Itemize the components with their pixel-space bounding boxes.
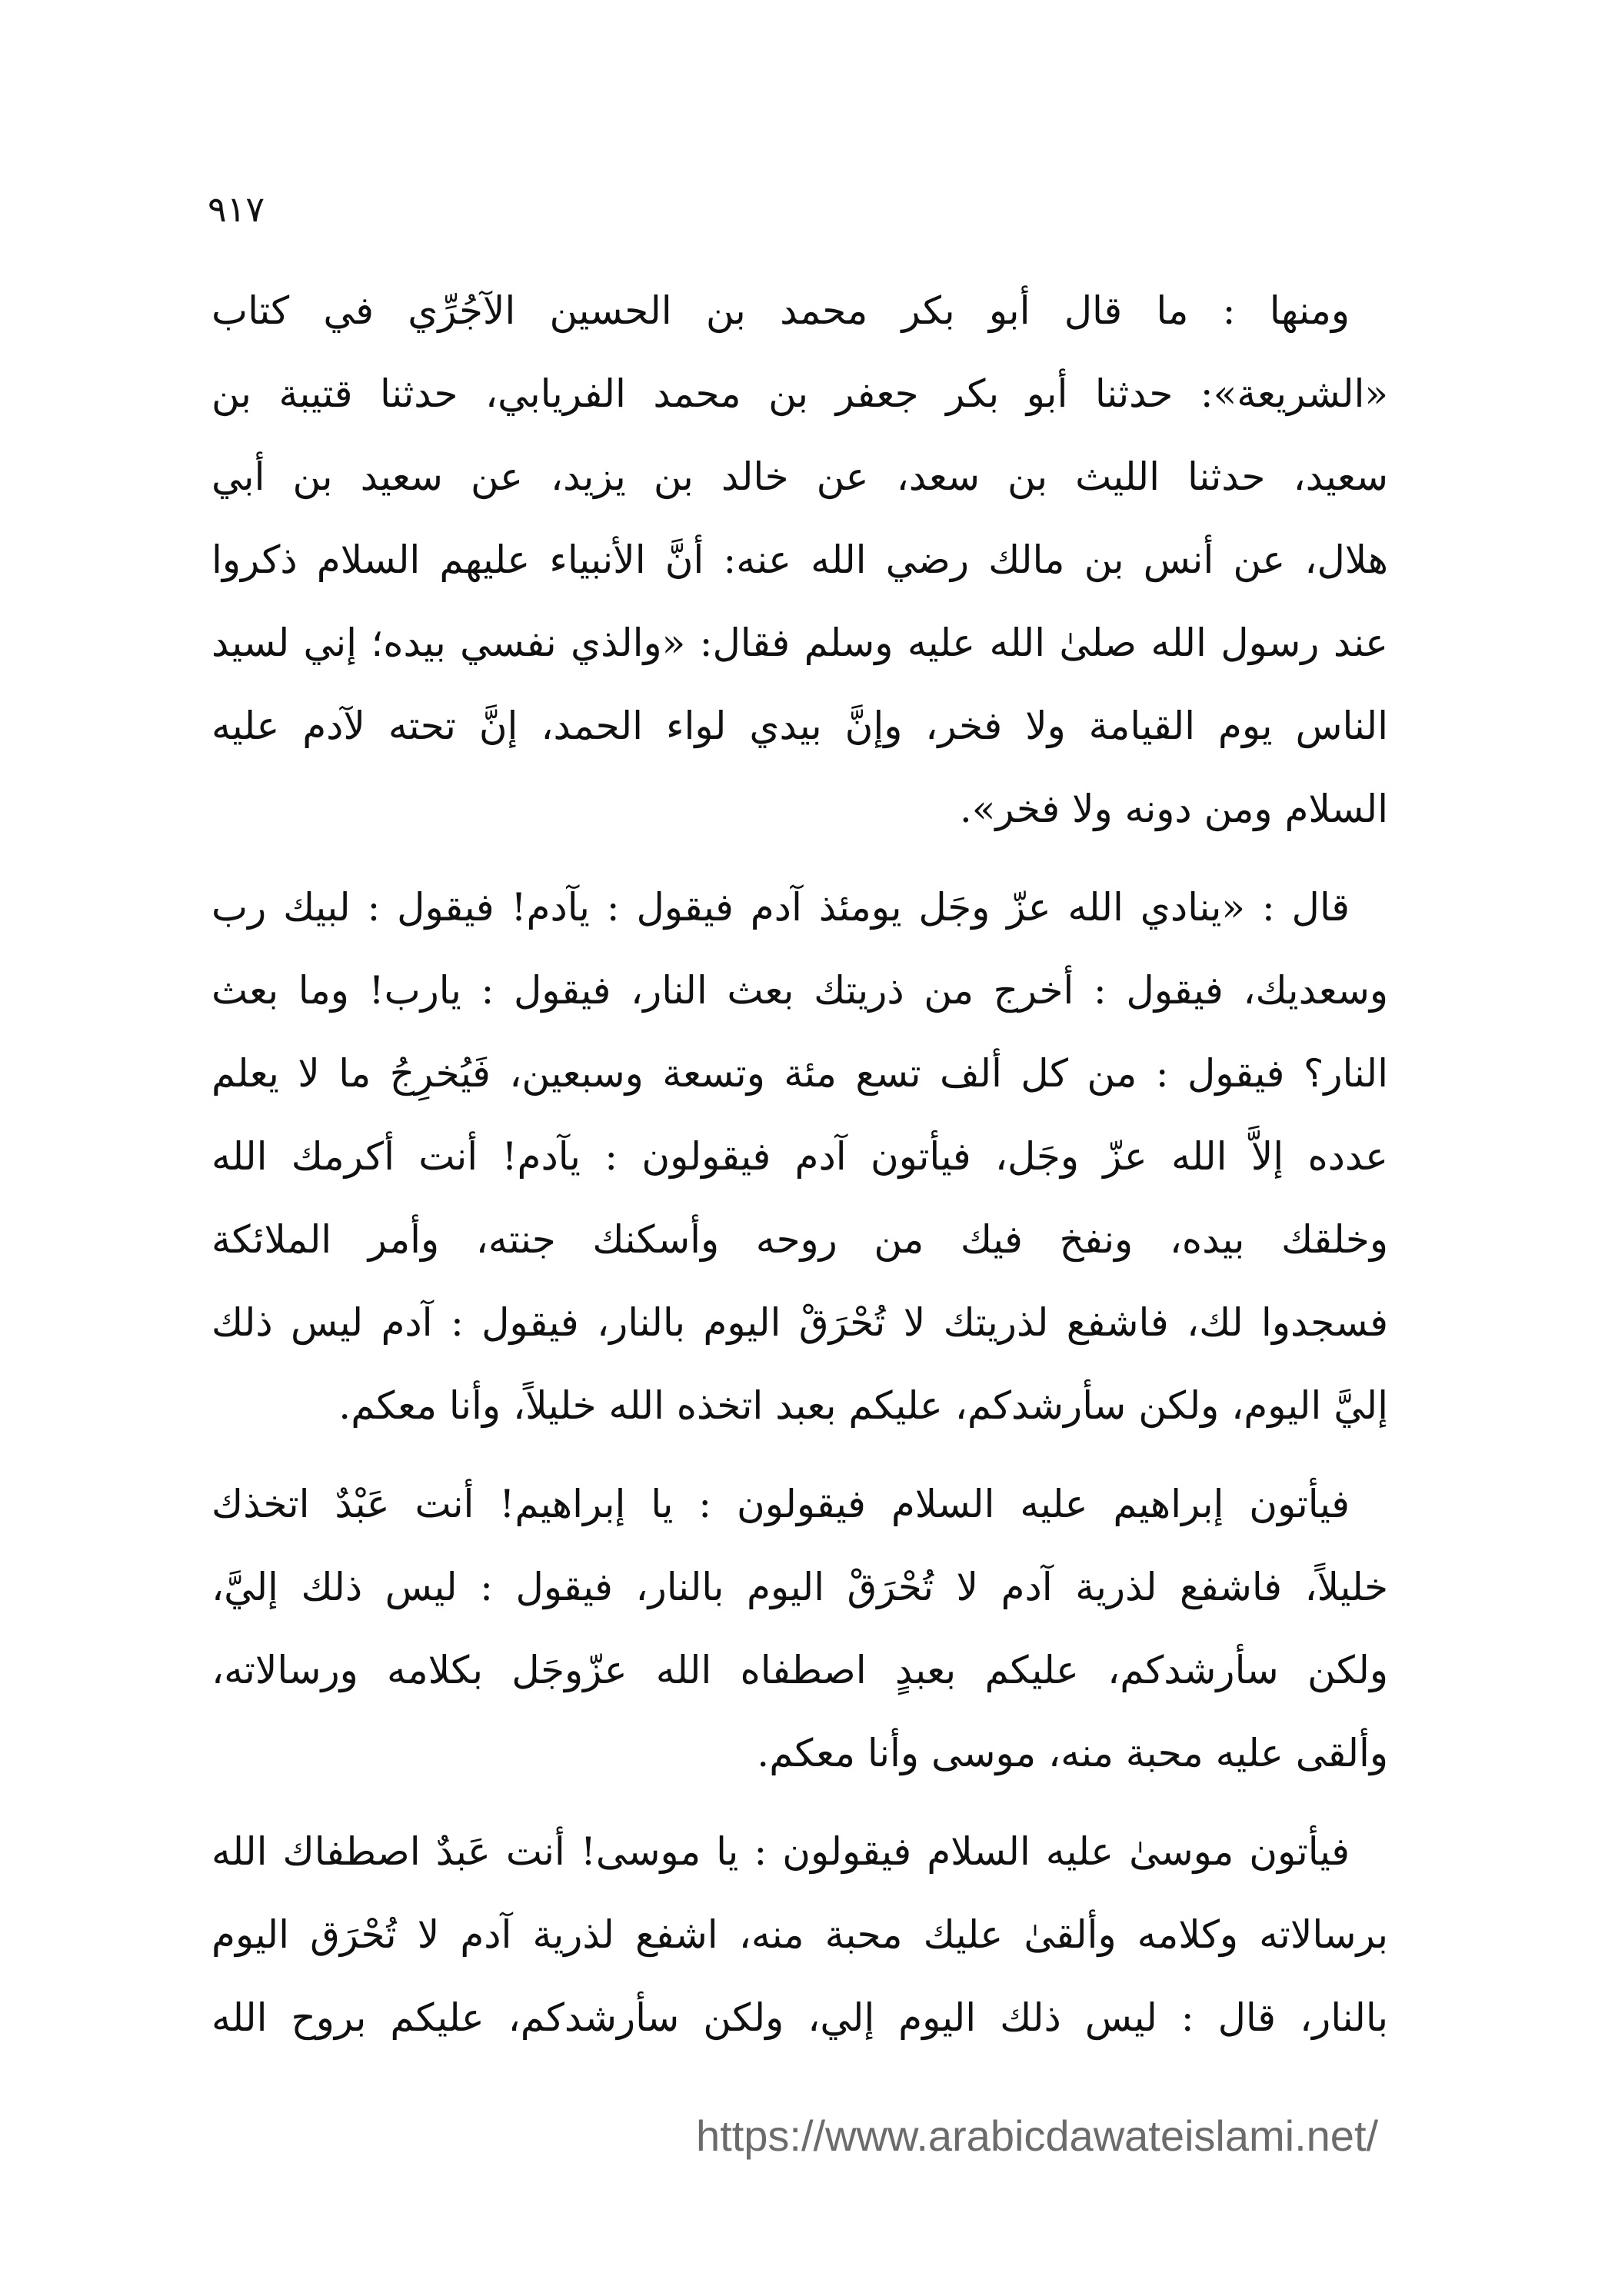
text-line: فيأتون موسىٰ عليه السلام فيقولون : يا موسى! أنت عَبدٌ اصطفاك الله: [211, 1829, 1350, 1874]
text-line: وخلقك بيده، ونفخ فيك من روحه وأسكنك جنته، وأمر الملائكة: [211, 1217, 1388, 1262]
paragraph-4: [211, 1810, 1388, 2059]
text-line: عند رسول الله صلىٰ الله عليه وسلم فقال: «والذي نفسي بيده؛ إني لسيد: [211, 621, 1388, 665]
text-line: وسعديك، فيقول : أخرج من ذريتك بعث النار، فيقول : يارب! وما بعث: [211, 968, 1388, 1013]
text-line: «الشريعة»: حدثنا أبو بكر جعفر بن محمد الفريابي، حدثنا قتيبة بن: [211, 371, 1388, 416]
page-number: ٩١٧: [208, 188, 265, 230]
text-line: عدده إلاَّ الله عزّ وجَل، فيأتون آدم فيقولون : يآدم! أنت أكرمك الله: [211, 1134, 1388, 1179]
text-line: خليلاً، فاشفع لذرية آدم لا تُحْرَقْ اليوم بالنار، فيقول : ليس ذلك إليَّ،: [211, 1565, 1388, 1609]
text-line: ولكن سأرشدكم، عليكم بعبدٍ اصطفاه الله عزّوجَل بكلامه ورسالاته،: [211, 1648, 1388, 1692]
text-line: النار؟ فيقول : من كل ألف تسع مئة وتسعة وسبعين، فَيُخرِجُ ما لا يعلم: [211, 1051, 1388, 1096]
text-line: سعيد، حدثنا الليث بن سعد، عن خالد بن يزيد، عن سعيد بن أبي: [211, 454, 1388, 499]
paragraph-3: [211, 1462, 1388, 1795]
body-text: [211, 269, 1388, 2075]
text-line: إليَّ اليوم، ولكن سأرشدكم، عليكم بعبد اتخذه الله خليلاً، وأنا معكم.: [338, 1383, 1388, 1428]
text-line: هلال، عن أنس بن مالك رضي الله عنه: أنَّ الأنبياء عليهم السلام ذكروا: [211, 537, 1388, 582]
text-line: السلام ومن دونه ولا فخر».: [959, 787, 1388, 831]
text-line: فسجدوا لك، فاشفع لذريتك لا تُحْرَقْ اليوم بالنار، فيقول : آدم ليس ذلك: [211, 1300, 1388, 1345]
watermark-url-link[interactable]: https://www.arabicdawateislami.net/: [696, 2111, 1379, 2160]
text-line: قال : «ينادي الله عزّ وجَل يومئذ آدم فيقول : يآدم! فيقول : لبيك رب: [211, 885, 1350, 930]
text-line: وألقى عليه محبة منه، موسى وأنا معكم.: [757, 1731, 1388, 1775]
text-line: فيأتون إبراهيم عليه السلام فيقولون : يا إبراهيم! أنت عَبْدٌ اتخذك: [211, 1482, 1350, 1526]
text-line: ومنها : ما قال أبو بكر محمد بن الحسين الآجُرِّي في كتاب: [211, 288, 1350, 333]
text-line: بالنار، قال : ليس ذلك اليوم إلي، ولكن سأرشدكم، عليكم بروح الله: [211, 1995, 1388, 2040]
text-line: الناس يوم القيامة ولا فخر، وإنَّ بيدي لواء الحمد، إنَّ تحته لآدم عليه: [211, 704, 1388, 748]
paragraph-2: [211, 866, 1388, 1447]
paragraph-1: [211, 269, 1388, 850]
text-line: برسالاته وكلامه وألقىٰ عليك محبة منه، اشفع لذرية آدم لا تُحْرَق اليوم: [211, 1912, 1388, 1957]
